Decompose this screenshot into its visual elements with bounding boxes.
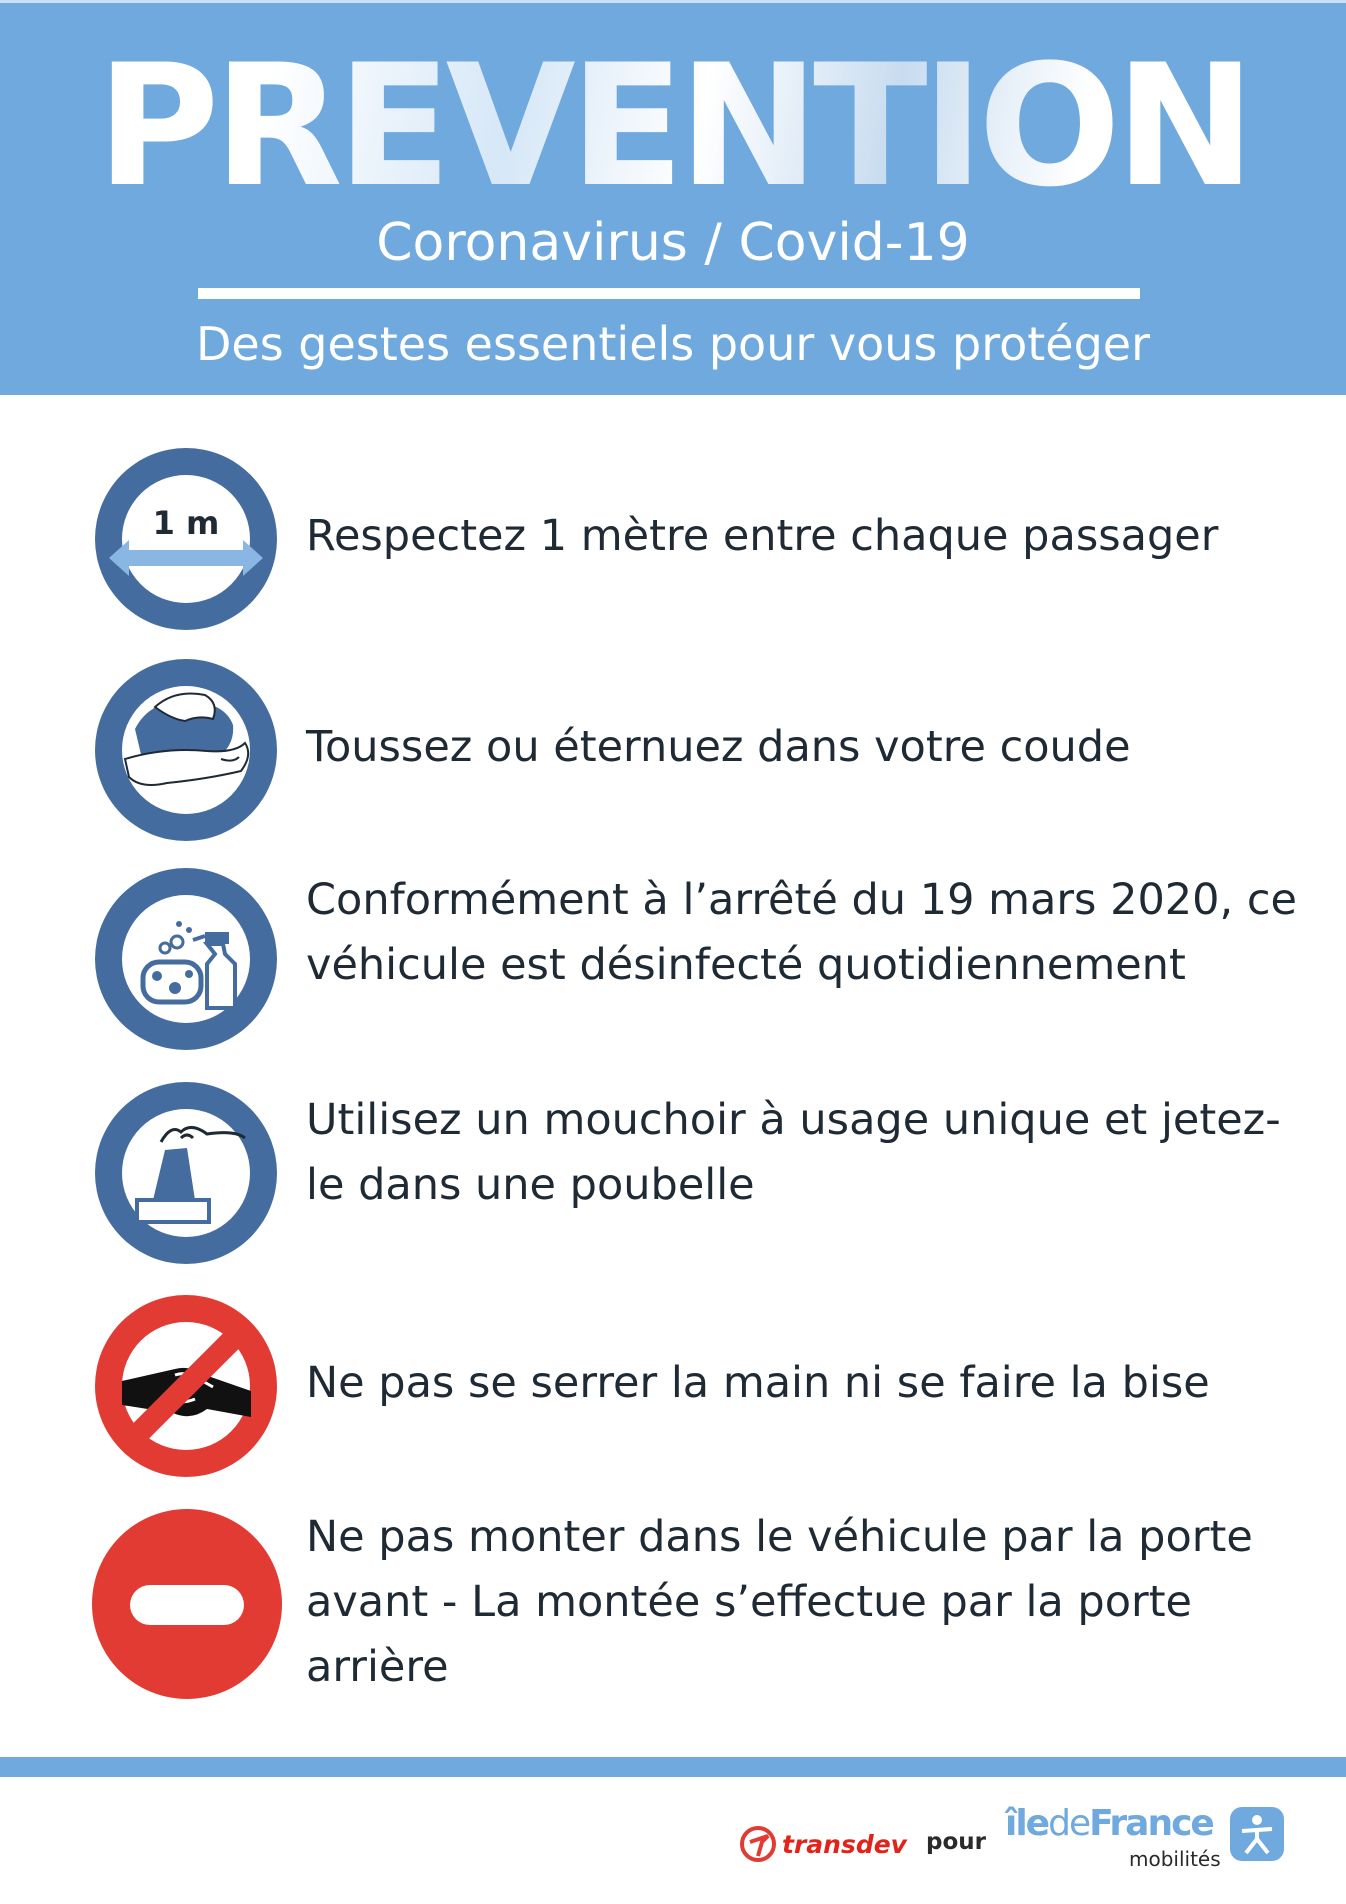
idf-mobilites-logo [1005, 1797, 1285, 1887]
no-handshake-icon [95, 1295, 277, 1477]
poster-title: PREVENTION [0, 41, 1346, 211]
guideline-row-no-entry [0, 1505, 1346, 1695]
distance-1m-icon [95, 448, 277, 630]
poster-tagline: Des gestes essentiels pour vous protéger [195, 317, 1150, 371]
cough-elbow-icon [95, 659, 277, 841]
transdev-logo [738, 1819, 907, 1869]
idf-subtitle: mobilités [1129, 1847, 1221, 1871]
distance-label: 1 m [152, 504, 220, 542]
header-divider [198, 288, 1140, 299]
guideline-row-distance [0, 448, 1346, 630]
guideline-text: Conformément à l’arrêté du 19 mars 2020, ce véhicule est désinfecté quotidiennement [306, 875, 1297, 990]
guideline-text: Utilisez un mouchoir à usage unique et jetez-le dans une poubelle [306, 1095, 1281, 1210]
idf-badge-icon [1230, 1807, 1284, 1861]
tissue-box-icon [95, 1082, 277, 1264]
guideline-row-tissue [0, 1082, 1346, 1264]
guideline-text: Respectez 1 mètre entre chaque passager [306, 511, 1219, 561]
poster-subtitle: Coronavirus / Covid-19 [376, 213, 970, 273]
poster-header [0, 0, 1346, 395]
disinfection-spray-icon [95, 868, 277, 1050]
guideline-row-cough [0, 659, 1346, 841]
guideline-text: Ne pas monter dans le véhicule par la porte avant - La montée s’effectue par la porte arrière [306, 1512, 1253, 1692]
guideline-row-no-handshake [0, 1295, 1346, 1477]
no-entry-icon [92, 1509, 282, 1699]
guideline-row-disinfection [0, 868, 1346, 1050]
guideline-text: Toussez ou éternuez dans votre coude [306, 722, 1131, 772]
transdev-mark-icon [738, 1824, 778, 1864]
footer-divider [0, 1757, 1346, 1777]
footer-connector: pour [926, 1829, 986, 1855]
guideline-text: Ne pas se serrer la main ni se faire la bise [306, 1358, 1210, 1408]
transdev-name: transdev [782, 1829, 907, 1859]
idf-wordmark: îledeFrance [1005, 1803, 1213, 1844]
poster-footer [0, 1777, 1346, 1904]
